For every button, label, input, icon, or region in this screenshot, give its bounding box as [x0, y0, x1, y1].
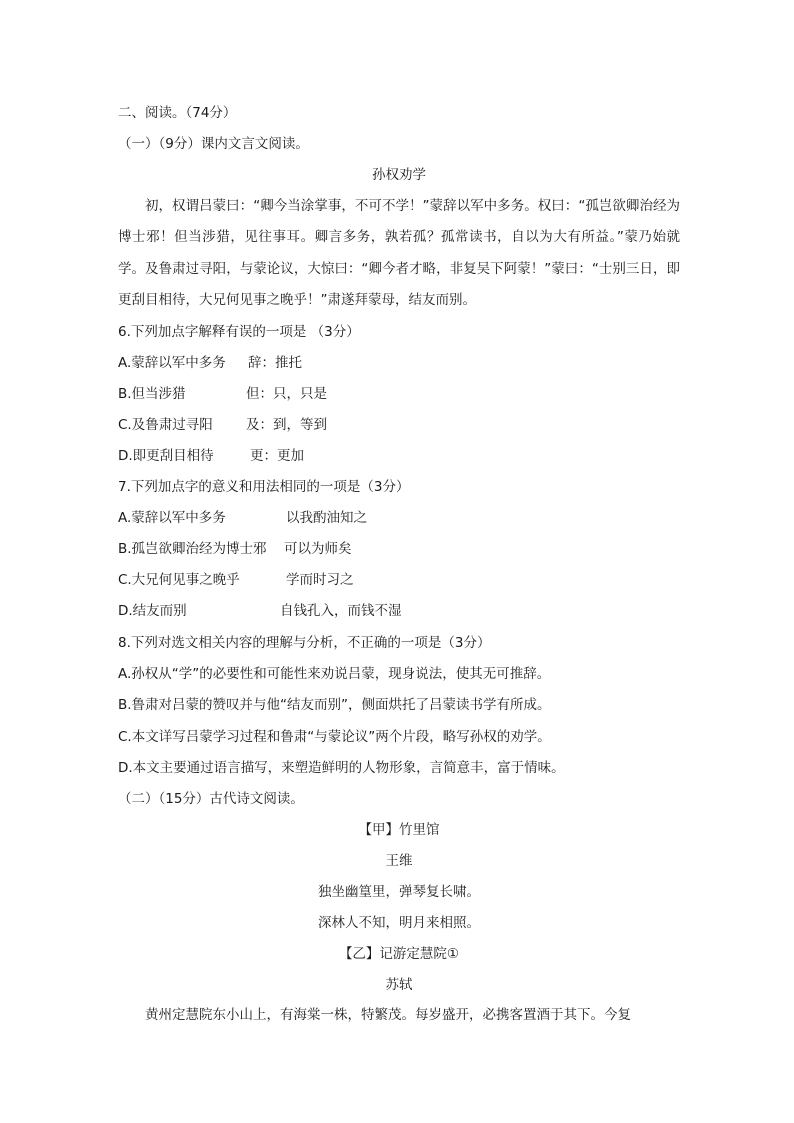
part2-title: （二）（15分）古代诗文阅读。 — [118, 791, 304, 807]
q7-option-b-text: B.孤岂欲卿治经为博士邪 — [118, 541, 267, 557]
q7-option-c — [118, 571, 354, 589]
q7-option-b-compare: 可以为师矣 — [284, 541, 352, 557]
q6-option-a-text: A.蒙辞以军中多务 — [118, 355, 226, 371]
passage1-text: 初，权谓吕蒙曰：“卿今当涂掌事，不可不学！”蒙辞以军中多务。权曰：“孤岂欲卿治经为博士邪！但当涉猎，见往事耳。卿言多务，孰若孤？孤常读书，自以为大有所益。”蒙乃始就学。及鲁肃过寻阳，与蒙论议，大惊曰：“卿今者才略，非复吴下阿蒙！”蒙曰：“士别三日，即更刮目相待，大兄何见事之晚乎！”肃遂拜蒙母，结友而别。 — [118, 198, 680, 308]
q7-option-a-compare: 以我酌油知之 — [286, 510, 367, 526]
q8-stem: 8.下列对选文相关内容的理解与分析，不正确的一项是（3分） — [118, 635, 491, 651]
q6-stem: 6.下列加点字解释有误的一项是 （3分） — [118, 324, 360, 340]
poem-line-1: 独坐幽篁里，弹琴复长啸。 — [318, 884, 480, 900]
q8-option-a: A.孙权从“学”的必要性和可能性来劝说吕蒙，现身说法，使其无可推辞。 — [118, 666, 551, 682]
passage1-title: 孙权劝学 — [372, 167, 426, 183]
q7-stem: 7.下列加点字的意义和用法相同的一项是（3分） — [118, 479, 410, 495]
q7-option-d — [118, 602, 402, 620]
passage2-author: 苏轼 — [385, 977, 413, 993]
q8-option-b: B.鲁肃对吕蒙的赞叹并与他“结友而别”，侧面烘托了吕蒙读书学有所成。 — [118, 697, 551, 713]
part1-title: （一）（9分）课内文言文阅读。 — [118, 136, 309, 152]
q8-option-c: C.本文详写吕蒙学习过程和鲁肃“与蒙论议”两个片段，略写孙权的劝学。 — [118, 729, 551, 745]
q6-option-a — [118, 354, 302, 372]
poem-title: 【甲】竹里馆 — [358, 822, 440, 838]
q7-option-c-compare: 学而时习之 — [286, 572, 354, 588]
q7-option-a — [118, 509, 367, 527]
q7-option-d-text: D.结友而别 — [118, 603, 187, 619]
q6-option-c-text: C.及鲁肃过寻阳 — [118, 417, 213, 433]
q6-option-c-gloss: 及：到，等到 — [246, 417, 327, 433]
passage2-text: 黄州定慧院东小山上，有海棠一株，特繁茂。每岁盛开，必携客置酒于其下。今复 — [145, 1007, 631, 1023]
passage2-title: 【乙】记游定慧院① — [338, 946, 460, 962]
q6-option-b-gloss: 但：只，只是 — [246, 386, 327, 402]
q7-option-d-compare: 自钱孔入，而钱不湿 — [280, 603, 402, 619]
q6-option-d-text: D.即更刮目相待 — [118, 448, 214, 464]
q6-option-b-text: B.但当涉猎 — [118, 386, 186, 402]
q6-option-b — [118, 385, 327, 403]
q6-option-a-gloss: 辞：推托 — [248, 355, 302, 371]
q7-option-c-text: C.大兄何见事之晚乎 — [118, 572, 240, 588]
poem-line-2: 深林人不知，明月来相照。 — [318, 915, 480, 931]
q6-option-d — [118, 447, 304, 465]
poem-author: 王维 — [385, 853, 413, 869]
q8-option-d: D.本文主要通过语言描写，来塑造鲜明的人物形象，言简意丰，富于情味。 — [118, 760, 565, 776]
q7-option-b — [118, 540, 352, 558]
q7-option-a-text: A.蒙辞以军中多务 — [118, 510, 226, 526]
section-title: 二、阅读。（74分） — [118, 105, 237, 121]
q6-option-c — [118, 416, 327, 434]
q6-option-d-gloss: 更：更加 — [250, 448, 304, 464]
